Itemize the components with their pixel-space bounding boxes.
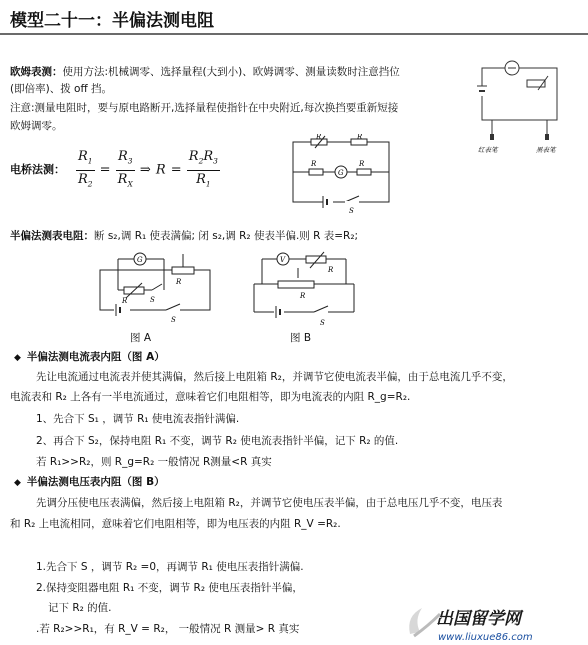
section-b-heading: ◆ 半偏法测电压表内阻（图 B） <box>14 476 165 488</box>
svg-text:R: R <box>122 297 128 305</box>
svg-text:R: R <box>316 134 322 141</box>
section-b-step3: .若 R₂>>R₁，有 R_V = R₂， 一般情况 R 测量> R 真实 <box>36 623 300 635</box>
section-a-step2: 2、再合下 S₂，保持电阻 R₁ 不变，调节 R₂ 使电流表指针半偏，记下 R₂ 的值. <box>36 435 399 447</box>
bridge-formula: $\frac{R_1}{R_2}$ = $\frac{R_3}{R_X}$ ⇒ R = $\frac{R_2R_3}{R_1}$ <box>76 148 220 192</box>
half-line <box>10 228 358 244</box>
diamond-bullet-icon: ◆ <box>14 353 21 363</box>
svg-text:S: S <box>349 207 354 215</box>
figure-b-diagram <box>250 250 360 330</box>
svg-text:G: G <box>137 256 143 264</box>
section-a-step1: 1、先合下 S₁ ，调节 R₁ 使电流表指针满偏. <box>36 413 240 425</box>
figure-a-caption: 图 A <box>130 332 152 344</box>
section-a-step3: 若 R₁>>R₂，则 R_g=R₂ 一般情况 R测量<R 真实 <box>36 456 272 468</box>
watermark-url: www.liuxue86.com <box>438 632 533 643</box>
svg-text:S: S <box>150 296 155 304</box>
half-label: 半偏法测表电阻： <box>10 230 94 242</box>
fig-a-r1-resistor <box>172 267 194 274</box>
diamond-bullet-icon: ◆ <box>14 478 21 488</box>
ohm-line2: (即倍率)、拨 off 挡。 <box>10 83 113 95</box>
ohmmeter-diagram <box>472 56 572 154</box>
bridge-rx-resistor <box>357 169 371 175</box>
page-title: 模型二十一：半偏法测电阻 <box>10 11 214 31</box>
svg-text:S: S <box>320 319 325 327</box>
frac-r3-rx: $\frac{R_3}{R_X}$ <box>117 149 133 189</box>
frac-r2r3-r1: $\frac{R_2R_3}{R_1}$ <box>188 149 218 189</box>
fig-b-r2-resistor <box>306 256 326 263</box>
section-b-step1: 1.先合下 S ，调节 R₂ =0，再调节 R₁ 使电压表指针满偏. <box>36 561 304 573</box>
bridge-r2-resistor <box>309 169 323 175</box>
section-b-p2: 和 R₂ 上电流相同，意味着它们电阻相等，即为电压表的内阻 R_V =R₂. <box>10 518 341 530</box>
svg-text:R: R <box>328 266 334 274</box>
section-b-p1: 先调分压使电压表满偏，然后接上电阻箱 R₂，并调节它使电压表半偏，由于总电压几乎不变，电压表 <box>36 497 503 509</box>
red-probe-label: 红表笔 <box>478 146 498 154</box>
bridge-label: 电桥法测： <box>10 163 65 176</box>
svg-text:R: R <box>300 292 306 300</box>
section-b-step2: 2.保持变阻器电阻 R₁ 不变，调节 R₂ 使电压表指针半偏， <box>36 582 303 594</box>
svg-text:S: S <box>171 316 176 324</box>
svg-text:R: R <box>311 160 317 168</box>
svg-text:V: V <box>280 256 286 264</box>
section-b-step2b: 记下 R₂ 的值. <box>48 602 112 614</box>
svg-text:R: R <box>357 134 363 141</box>
svg-text:G: G <box>338 169 344 177</box>
fig-a-s2-switch <box>152 284 162 290</box>
black-probe-label: 黑表笔 <box>536 146 556 154</box>
svg-text:R: R <box>176 278 182 286</box>
svg-text:R: R <box>359 160 365 168</box>
watermark-brand: 出国留学网 <box>436 609 521 629</box>
frac-r1-r2: $\frac{R_1}{R_2}$ <box>78 149 93 189</box>
fig-b-r1-resistor <box>278 281 314 288</box>
figure-b-caption: 图 B <box>290 332 312 344</box>
watermark-logo <box>400 596 586 644</box>
figure-a-diagram <box>94 250 218 342</box>
ohm-label: 欧姆表测： <box>10 66 63 78</box>
section-a-heading: ◆ 半偏法测电流表内阻（图 A） <box>14 351 165 363</box>
ohm-note2: 欧姆调零。 <box>10 120 63 132</box>
bridge-diagram <box>285 134 401 216</box>
half-desc: 断 s₂,调 R₁ 使表满偏; 闭 s₂,调 R₂ 使表半偏.则 R 表=R₂; <box>94 230 359 242</box>
ohm-line1 <box>10 64 400 80</box>
title-divider <box>0 33 588 35</box>
section-a-p2: 电流表和 R₂ 上各有一半电流通过，意味着它们电阻相等，即为电流表的内阻 R_g=R₂. <box>10 391 411 403</box>
ohm-usage: 使用方法:机械调零、选择量程(大到小)、欧姆调零、测量读数时注意挡位 <box>62 66 400 78</box>
ohm-note1: 注意:测量电阻时，要与原电路断开,选择量程使指针在中央附近,每次换挡要重新短接 <box>10 102 399 114</box>
section-a-p1: 先让电流通过电流表并使其满偏，然后接上电阻箱 R₂，并调节它使电流表半偏，由于总电流几乎不变， <box>36 371 513 383</box>
